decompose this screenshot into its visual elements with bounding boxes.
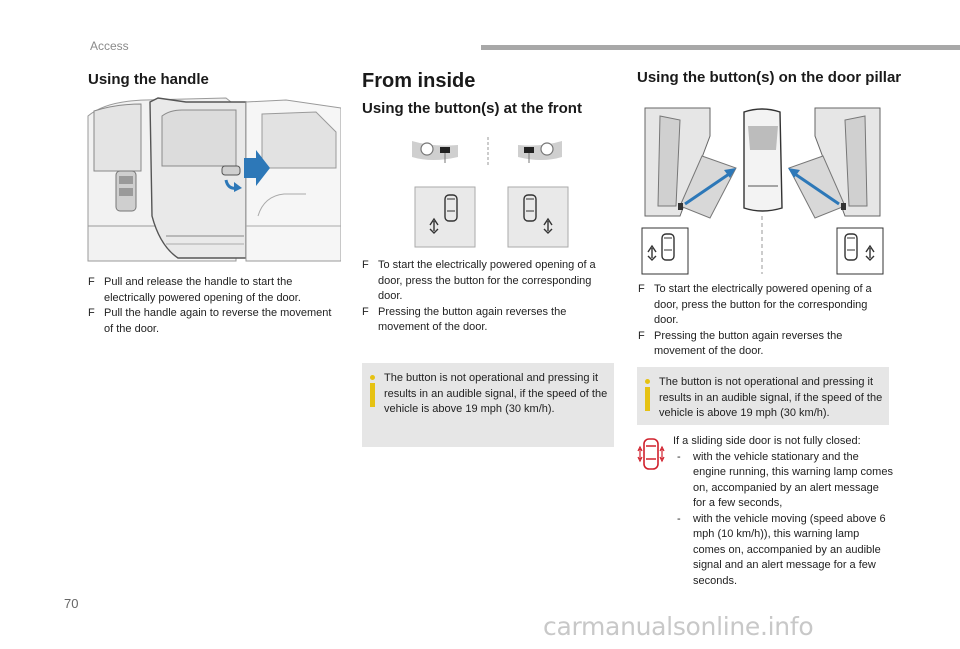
list-item-text: To start the electrically powered opening of a door, press the button for the corresponding door. bbox=[654, 283, 872, 326]
list-item bbox=[88, 306, 338, 337]
list-item bbox=[362, 258, 612, 305]
van-side-door-handle-illustration bbox=[86, 96, 341, 266]
warning-text bbox=[673, 434, 893, 589]
list-item-text: Pressing the button again reverses the movement of the door. bbox=[378, 305, 567, 333]
handle-instructions bbox=[88, 275, 338, 337]
list-item-text: Pull the handle again to reverse the movement of the door. bbox=[104, 307, 332, 335]
heading-using-handle: Using the handle bbox=[88, 71, 209, 88]
list-item-text: with the vehicle stationary and the engine running, this warning lamp comes on, accompanied by an alert message for a few seconds, bbox=[693, 450, 893, 509]
info-text: The button is not operational and pressing it results in an audible signal, if the speed of the vehicle is above 19 mph (30 km/h). bbox=[659, 376, 883, 419]
dash-mark: - bbox=[677, 512, 681, 525]
front-info-box bbox=[362, 363, 614, 447]
list-item bbox=[362, 305, 612, 336]
info-icon bbox=[644, 379, 652, 411]
list-item-text: To start the electrically powered opening of a door, press the button for the corresponding door. bbox=[378, 259, 596, 302]
list-item bbox=[88, 275, 338, 306]
warning-intro: If a sliding side door is not fully closed: bbox=[673, 435, 861, 447]
heading-from-inside: From inside bbox=[362, 70, 476, 92]
list-item bbox=[638, 282, 888, 329]
section-header-bar bbox=[481, 45, 960, 50]
watermark: carmanualsonline.info bbox=[543, 612, 814, 641]
pillar-buttons-instructions bbox=[638, 282, 888, 360]
bullet-mark: F bbox=[362, 259, 369, 271]
page-number: 70 bbox=[64, 596, 79, 611]
door-pillar-buttons-illustration bbox=[640, 106, 885, 276]
front-door-buttons-illustration bbox=[362, 133, 612, 253]
section-header-label: Access bbox=[90, 39, 129, 53]
list-item bbox=[673, 450, 893, 512]
bullet-mark: F bbox=[88, 276, 95, 288]
dash-mark: - bbox=[677, 450, 681, 463]
heading-buttons-pillar: Using the button(s) on the door pillar bbox=[637, 69, 902, 86]
list-item-text: Pull and release the handle to start the electrically powered opening of the door. bbox=[104, 276, 301, 304]
bullet-mark: F bbox=[638, 283, 645, 295]
list-item-text: with the vehicle moving (speed above 6 mph (10 km/h)), this warning lamp comes on, accompanied by an audible signal and an alert message for a few seconds. bbox=[693, 512, 886, 587]
info-text: The button is not operational and pressing it results in an audible signal, if the speed of the vehicle is above 19 mph (30 km/h). bbox=[384, 372, 608, 415]
bullet-mark: F bbox=[88, 307, 95, 319]
list-item bbox=[638, 329, 888, 360]
sliding-door-warning-icon bbox=[637, 437, 665, 471]
bullet-mark: F bbox=[638, 329, 645, 342]
bullet-mark: F bbox=[362, 305, 369, 318]
pillar-info-box bbox=[637, 367, 889, 425]
list-item bbox=[673, 512, 893, 590]
list-item-text: Pressing the button again reverses the movement of the door. bbox=[654, 329, 843, 357]
heading-buttons-front: Using the button(s) at the front bbox=[362, 100, 582, 117]
info-icon bbox=[369, 375, 377, 407]
front-buttons-instructions bbox=[362, 258, 612, 336]
